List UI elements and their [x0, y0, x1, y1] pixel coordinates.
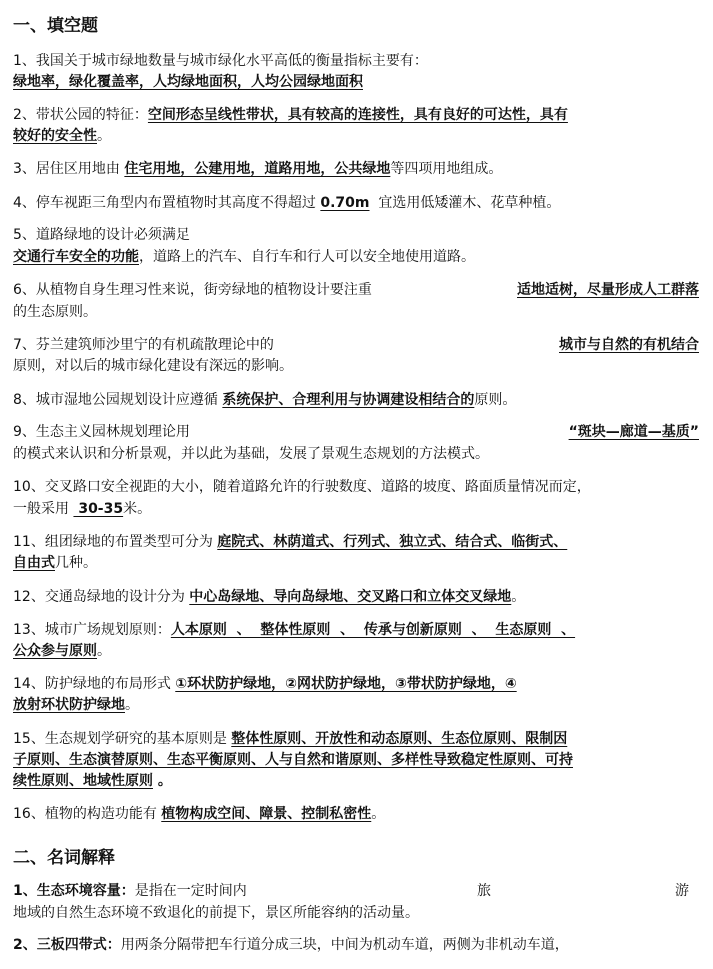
question-3-answer: 住宅用地，公建用地，道路用地，公共绿地 — [124, 161, 391, 177]
section-heading-definitions: 二、名词解释 — [13, 848, 115, 868]
definition-2-term: 2、三板四带式： — [13, 937, 121, 953]
question-6-line-2: 的生态原则。 — [13, 304, 97, 320]
question-13-answer-part-2: 公众参与原则 — [13, 643, 97, 659]
question-2-prefix: 2、带状公园的特征： — [13, 107, 148, 123]
question-4-prefix: 4、停车视距三角型内布置植物时其高度不得超过 — [13, 195, 321, 211]
question-8-suffix: 原则。 — [474, 392, 517, 408]
question-9-line-2: 的模式来认识和分析景观，并以此为基础，发展了景观生态规划的方法模式。 — [13, 446, 489, 462]
question-3-line — [13, 158, 699, 180]
question-13-answer-part-1: 人本原则 、 整体性原则 、 传承与创新原则 、 生态原则 、 — [170, 622, 576, 638]
question-8-line — [13, 389, 699, 411]
question-2-answer-part-1: 空间形态呈线性带状，具有较高的连接性，具有良好的可达性，具有 — [147, 107, 568, 123]
question-6-line-1 — [13, 279, 699, 301]
section-heading-fill-in-blank: 一、填空题 — [13, 16, 98, 36]
question-10-answer: 30-35 — [73, 501, 124, 517]
question-14-line-2: 放射环状防护绿地。 — [13, 697, 139, 713]
question-14-answer-part-2: 放射环状防护绿地 — [13, 697, 125, 713]
question-8-answer: 系统保护、合理利用与协调建设相结合的 — [222, 392, 475, 408]
question-15-prefix: 15、生态规划学研究的基本原则是 — [13, 731, 232, 747]
question-10-suffix: 米。 — [123, 501, 152, 517]
question-2-answer-part-2: 较好的安全性 — [13, 128, 97, 144]
question-3-prefix: 3、居住区用地由 — [13, 161, 125, 177]
question-4-answer: 0.70m — [320, 195, 370, 211]
question-13-line-1 — [13, 619, 699, 641]
question-5-line-1: 5、道路绿地的设计必须满足 — [13, 227, 190, 243]
question-9-prefix: 9、生态主义园林规划理论用 — [13, 424, 190, 440]
question-15-line-1 — [13, 728, 699, 750]
question-1-text: 1、我国关于城市绿地数量与城市绿化水平高低的衡量指标主要有： — [13, 53, 428, 69]
question-1-answer: 绿地率，绿化覆盖率，人均绿地面积，人均公园绿地面积 — [13, 74, 363, 90]
question-6-prefix: 6、从植物自身生理习性来说，街旁绿地的植物设计要注重 — [13, 282, 372, 298]
question-11-line-2 — [13, 552, 699, 574]
question-12-line: 12、交通岛绿地的设计分为 中心岛绿地、导向岛绿地、交叉路口和立体交叉绿地。 — [13, 589, 526, 605]
question-11-suffix: 几种。 — [55, 555, 97, 571]
question-14-answer-part-1: ①环状防护绿地，②网状防护绿地，③带状防护绿地，④ — [175, 676, 517, 692]
question-6-answer: 适地适树，尽量形成人工群落 — [517, 282, 699, 298]
question-4-line — [13, 192, 699, 214]
definition-1-line-2: 地域的自然生态环境不致退化的前提下，景区所能容纳的活动量。 — [13, 905, 419, 921]
definition-1-line-1: 1、生态环境容量：是指在一定时间内 旅 游 — [13, 883, 689, 899]
question-16-prefix: 16、植物的构造功能有 — [13, 806, 162, 822]
question-5-line-2 — [13, 246, 699, 268]
question-15-line-3: 续性原则、地域性原则 。 — [13, 773, 172, 789]
question-7-line-2: 原则，对以后的城市绿化建设有深远的影响。 — [13, 358, 293, 374]
question-9-answer: “斑块—廊道—基质” — [568, 424, 699, 440]
question-12-answer: 中心岛绿地、导向岛绿地、交叉路口和立体交叉绿地 — [189, 589, 512, 605]
question-11-prefix: 11、组团绿地的布置类型可分为 — [13, 534, 218, 550]
question-10-prefix: 一般采用 — [13, 501, 74, 517]
question-16-line: 16、植物的构造功能有 植物构成空间、障景、控制私密性。 — [13, 806, 386, 822]
question-4-suffix: 宜选用低矮灌木、花草种植。 — [369, 195, 561, 211]
question-10-line-2 — [13, 498, 699, 520]
question-11-answer-part-1: 庭院式、林荫道式、行列式、独立式、结合式、临街式、 — [217, 534, 568, 550]
question-7-line-1 — [13, 334, 699, 356]
question-8-prefix: 8、城市湿地公园规划设计应遵循 — [13, 392, 223, 408]
question-5-answer: 交通行车安全的功能 — [13, 249, 139, 265]
question-5-suffix: ，道路上的汽车、自行车和行人可以安全地使用道路。 — [139, 249, 475, 265]
question-7-answer: 城市与自然的有机结合 — [559, 337, 699, 353]
question-13-line-2: 公众参与原则。 — [13, 643, 111, 659]
question-2-line-1 — [13, 104, 699, 126]
definition-1-term: 1、生态环境容量： — [13, 883, 135, 899]
question-7-prefix: 7、芬兰建筑师沙里宁的有机疏散理论中的 — [13, 337, 274, 353]
question-14-line-1 — [13, 673, 699, 695]
question-15-answer-part-3: 续性原则、地域性原则 — [13, 773, 153, 789]
question-9-line-1 — [13, 421, 699, 443]
question-15-answer-part-2: 子原则、生态演替原则、生态平衡原则、人与自然和谐原则、多样性导致稳定性原则、可持 — [13, 752, 573, 768]
question-3-suffix: 等四项用地组成。 — [390, 161, 503, 177]
question-15-line-2 — [13, 749, 699, 771]
question-11-line-1 — [13, 531, 699, 553]
definition-2-line-1: 2、三板四带式：用两条分隔带把车行道分成三块，中间为机动车道，两侧为非机动车道， — [13, 937, 569, 953]
question-16-answer: 植物构成空间、障景、控制私密性 — [161, 806, 372, 822]
question-13-prefix: 13、城市广场规划原则： — [13, 622, 171, 638]
question-11-answer-part-2: 自由式 — [13, 555, 55, 571]
question-12-prefix: 12、交通岛绿地的设计分为 — [13, 589, 190, 605]
question-15-answer-part-1: 整体性原则、开放性和动态原则、生态位原则、限制因 — [231, 731, 568, 747]
question-2-line-2: 较好的安全性。 — [13, 128, 111, 144]
question-14-prefix: 14、防护绿地的布局形式 — [13, 676, 176, 692]
question-1-answer-line — [13, 71, 699, 93]
question-10-line-1: 10、交叉路口安全视距的大小，随着道路允许的行驶数度、道路的坡度、路面质量情况而定， — [13, 479, 591, 495]
